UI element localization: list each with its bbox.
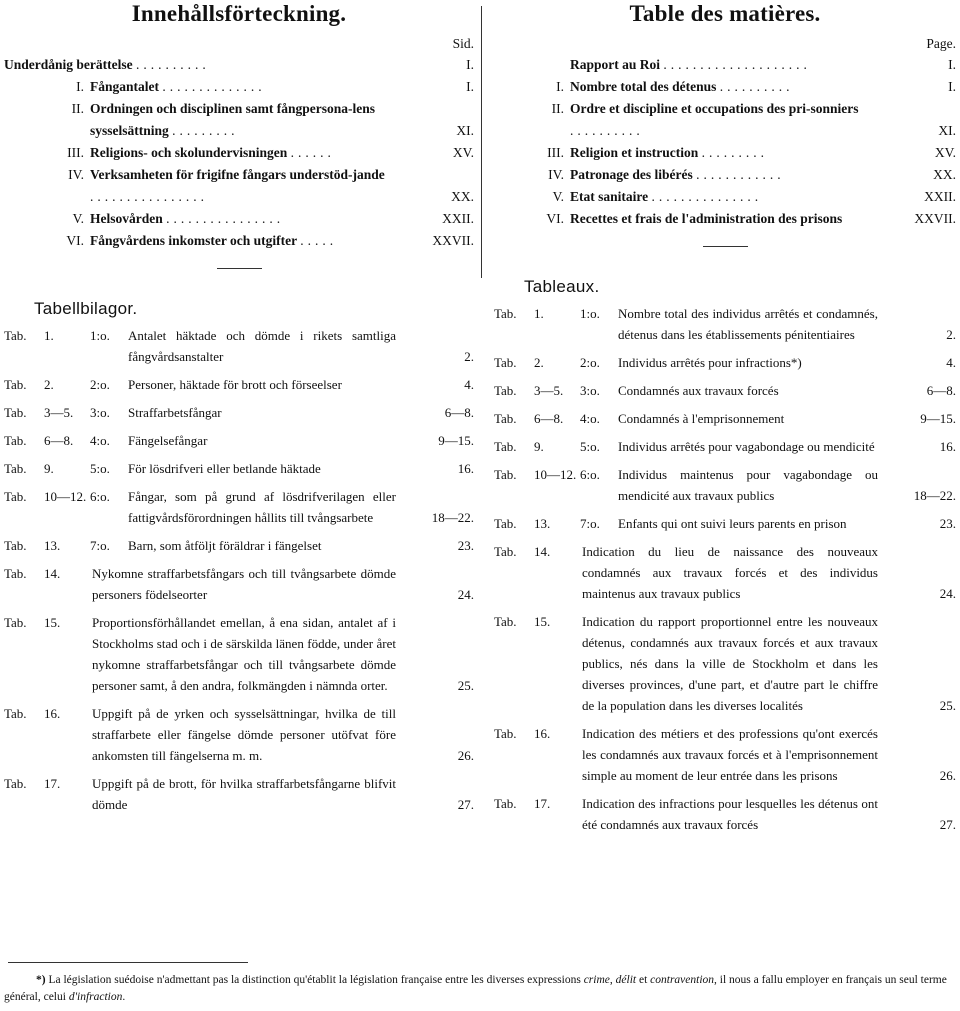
toc-entry: V. Etat sanitaire ............... XXII. — [552, 189, 956, 204]
table-entry: Tab. 14. Indication du lieu de naissance des nouveaux condamnés aux travaux forcés et des individus maintenus aux travaux publics 24. — [494, 544, 956, 601]
table-entry: Tab. 1. 1:o. Nombre total des individus arrêtés et condamnés, détenus dans les établissements pénitentiaires 2. — [494, 306, 956, 342]
toc-entry: I. Nombre total des détenus .......... I. — [556, 79, 956, 94]
table-entry: Tab. 3—5. 3:o. Straffarbetsfångar 6—8. — [4, 405, 474, 420]
right-title: Table des matières. — [629, 1, 821, 26]
toc-entry: VI. Recettes et frais de l'administration des prisons XXVII. — [546, 211, 956, 226]
table-entry: Tab. 6—8. 4:o. Condamnés à l'emprisonnement 9—15. — [494, 411, 956, 426]
left-title: Innehållsförteckning. — [131, 1, 347, 26]
table-entry: Tab. 9. 5:o. Individus arrêtés pour vagabondage ou mendicité 16. — [494, 439, 956, 454]
toc-entry: V. Helsovården ................ XXII. — [72, 211, 474, 226]
table-entry: Tab. 16. Indication des métiers et des professions qu'ont exercés les condamnés aux travaux forcés et à l'emprisonnement simple au moment de leur entrée dans les prisons 26. — [494, 726, 956, 783]
table-entry: Tab. 15. Indication du rapport proportionnel entre les nouveaux détenus, condamnés aux travaux forcés et aux travaux publics, nés dans la ville de Stockholm et dans les diverses provinces, d'une part, et d'autre part le chiffre de la population dans les diverses localités 25. — [494, 614, 956, 713]
toc-entry: III. Religions- och skolundervisningen ...... XV. — [67, 145, 474, 160]
toc-entry: IV. Patronage des libérés ............ XX. — [548, 167, 956, 182]
table-entry: Tab. 1. 1:o. Antalet häktade och dömde i rikets samtliga fångvårdsanstalter 2. — [4, 328, 474, 364]
right-table-list — [494, 303, 956, 835]
column-divider — [481, 6, 482, 278]
swedish-column — [4, 0, 474, 822]
table-entry: Tab. 13. 7:o. Barn, som åtföljt föräldrar i fängelset 23. — [4, 538, 474, 553]
table-entry: Tab. 9. 5:o. För lösdrifveri eller betlande häktade 16. — [4, 461, 474, 476]
table-entry: Tab. 2. 2:o. Personer, häktade för brott och förseelser 4. — [4, 377, 474, 392]
table-entry: Tab. 17. Indication des infractions pour lesquelles les détenus ont été condamnés aux travaux forcés 27. — [494, 796, 956, 832]
table-entry: Tab. 3—5. 3:o. Condamnés aux travaux forcés 6—8. — [494, 383, 956, 398]
table-entry: Tab. 10—12. 6:o. Individus maintenus pour vagabondage ou mendicité aux travaux publics 18—22. — [494, 467, 956, 503]
toc-entry: Underdånig berättelse .......... I. — [4, 57, 474, 72]
table-entry: Tab. 16. Uppgift på de yrken och sysselsättningar, hvilka de till straffarbete eller fängelse dömde personer utöfvat före ankomsten till fängelserna m. m. 26. — [4, 706, 474, 763]
table-entry: Tab. 10—12. 6:o. Fångar, som på grund af lösdrifverilagen eller fattigvårdsförordningen hållits till tvångsarbete 18—22. — [4, 489, 474, 525]
toc-entry: II. Ordre et discipline et occupations des pri-sonniers .......... XI. — [551, 101, 956, 138]
table-entry: Tab. 15. Proportionsförhållandet emellan, å ena sidan, antalet af i Stockholms stad och i de särskilda länen födde, under året nykomne straffarbetsfångar och till tvångsarbete dömde personer samt, å den andra, folkmängden i nämnda orter. 25. — [4, 615, 474, 693]
table-entry: Tab. 14. Nykomne straffarbetsfångars och till tvångsarbete dömde personers födelseorter 24. — [4, 566, 474, 602]
left-table-list — [4, 325, 474, 815]
toc-entry: VI. Fångvårdens inkomster och utgifter ..... XXVII. — [66, 233, 474, 248]
toc-entry: Rapport au Roi .................... I. — [570, 57, 956, 72]
right-tables-heading: Tableaux. — [524, 277, 600, 296]
table-entry: Tab. 2. 2:o. Individus arrêtés pour infractions*) 4. — [494, 355, 956, 370]
toc-entry: IV. Verksamheten för frigifne fångars understöd-jande ................ XX. — [68, 167, 474, 204]
toc-entry: I. Fångantalet .............. I. — [76, 79, 474, 94]
right-toc — [494, 54, 956, 230]
toc-entry: II. Ordningen och disciplinen samt fångpersona-lens sysselsättning ......... XI. — [71, 101, 474, 138]
right-page-header: Page. — [926, 36, 956, 51]
french-column — [494, 0, 956, 842]
table-entry: Tab. 6—8. 4:o. Fängelsefångar 9—15. — [4, 433, 474, 448]
left-tables-heading: Tabellbilagor. — [34, 299, 138, 318]
footnote-rule — [8, 962, 248, 963]
left-toc — [4, 54, 474, 252]
left-page-header: Sid. — [452, 36, 474, 51]
table-entry: Tab. 13. 7:o. Enfants qui ont suivi leurs parents en prison 23. — [494, 516, 956, 531]
table-entry: Tab. 17. Uppgift på de brott, för hvilka straffarbetsfångarne blifvit dömde 27. — [4, 776, 474, 812]
section-rule — [703, 246, 748, 247]
footnote: *) La législation suédoise n'admettant pas la distinction qu'établit la législation française entre les diverses expressions crime, délit et contravention, il nous a fallu employer en français un seul terme général, celui d'infraction. — [4, 974, 947, 1003]
section-rule — [217, 268, 262, 269]
toc-entry: III. Religion et instruction ......... XV. — [547, 145, 956, 160]
